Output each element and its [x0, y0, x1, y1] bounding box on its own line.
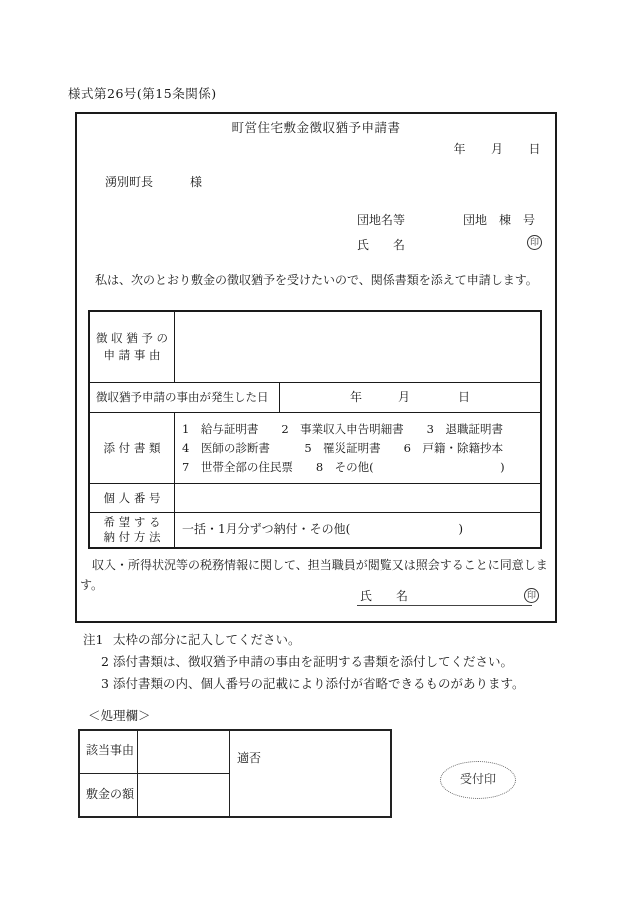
payment-method-label-line1: 希 望 す る: [103, 515, 161, 529]
reception-stamp-placeholder: [440, 761, 516, 799]
attachments-field: [175, 413, 540, 483]
addressee-line: [105, 175, 202, 191]
table-row-reason: [90, 312, 540, 383]
attachments-line3: 7 世帯全部の住民票 8 その他( ): [182, 459, 505, 474]
date-line: 年 月 日: [453, 142, 541, 156]
addressee: 湧別町長: [105, 175, 154, 189]
personal-number-label: 個 人 番 号: [90, 484, 175, 512]
form-number: 様式第26号(第15条関係): [68, 86, 217, 101]
danchi-units-label: 団地 棟 号: [462, 213, 535, 227]
consent-name-label: 氏 名: [357, 589, 532, 606]
note-3-prefix: 3: [101, 676, 109, 691]
note-2-text: 添付書類は、徴収猶予申請の事由を証明する書類を添付してください。: [113, 654, 514, 669]
payment-method-label-line2: 納 付 方 法: [103, 530, 161, 544]
table-row-occurrence-date: [90, 383, 540, 413]
applicable-reason-label: 該当事由: [86, 743, 135, 757]
addressee-honorific: 様: [190, 175, 203, 189]
reason-label: [90, 312, 175, 382]
danchi-name-label: 団地名等: [357, 213, 406, 227]
occurrence-date-label: 徴収猶予申請の事由が発生した日: [90, 383, 280, 412]
payment-method-field: 一括・1月分ずつ納付・その他( ): [182, 522, 464, 537]
note-2-prefix: 2: [101, 654, 109, 669]
application-table: [88, 310, 542, 549]
form-title: 町営住宅敷金徴収猶予申請書: [231, 120, 401, 135]
personal-number-field: [175, 484, 540, 512]
processing-table-divider: [80, 773, 230, 774]
attachments-line1: 1 給与証明書 2 事業収入申告明細書 3 退職証明書: [182, 421, 503, 436]
processing-table: [78, 729, 392, 818]
note-3-text: 添付書類の内、個人番号の記載により添付が省略できるものがあります。: [113, 676, 525, 691]
reason-label-line2: 申 請 事 由: [103, 348, 161, 362]
processing-section-title: ＜処理欄＞: [88, 708, 151, 723]
applicant-name-label: 氏 名: [357, 238, 406, 252]
attachments-label: 添 付 書 類: [90, 413, 175, 483]
attachments-line2: 4 医師の診断書 5 罹災証明書 6 戸籍・除籍抄本: [182, 440, 503, 455]
suitability-label: 適否: [237, 751, 262, 765]
table-row-personal-number: [90, 484, 540, 513]
application-statement: 私は、次のとおり敷金の徴収猶予を受けたいので、関係書類を添えて申請します。: [95, 273, 538, 287]
seal-icon: 印: [527, 235, 542, 250]
application-form-box: [75, 112, 557, 623]
reason-field: [175, 312, 540, 382]
tax-info-consent-statement: 収入・所得状況等の税務情報に関して、担当職員が閲覧又は照会することに同意します。: [80, 558, 548, 592]
occurrence-date-field: 年 月 日: [349, 389, 470, 404]
note-1-prefix: 注1: [83, 632, 104, 647]
table-row-attachments: [90, 413, 540, 484]
seal-icon: 印: [524, 588, 539, 603]
table-row-payment-method: [90, 513, 540, 547]
note-1-text: 太枠の部分に記入してください。: [113, 632, 301, 647]
deposit-amount-label: 敷金の額: [86, 787, 135, 801]
reason-label-line1: 徴 収 猶 予 の: [95, 331, 169, 345]
reception-stamp-label: 受付印: [459, 772, 496, 787]
payment-method-label: [90, 513, 175, 547]
